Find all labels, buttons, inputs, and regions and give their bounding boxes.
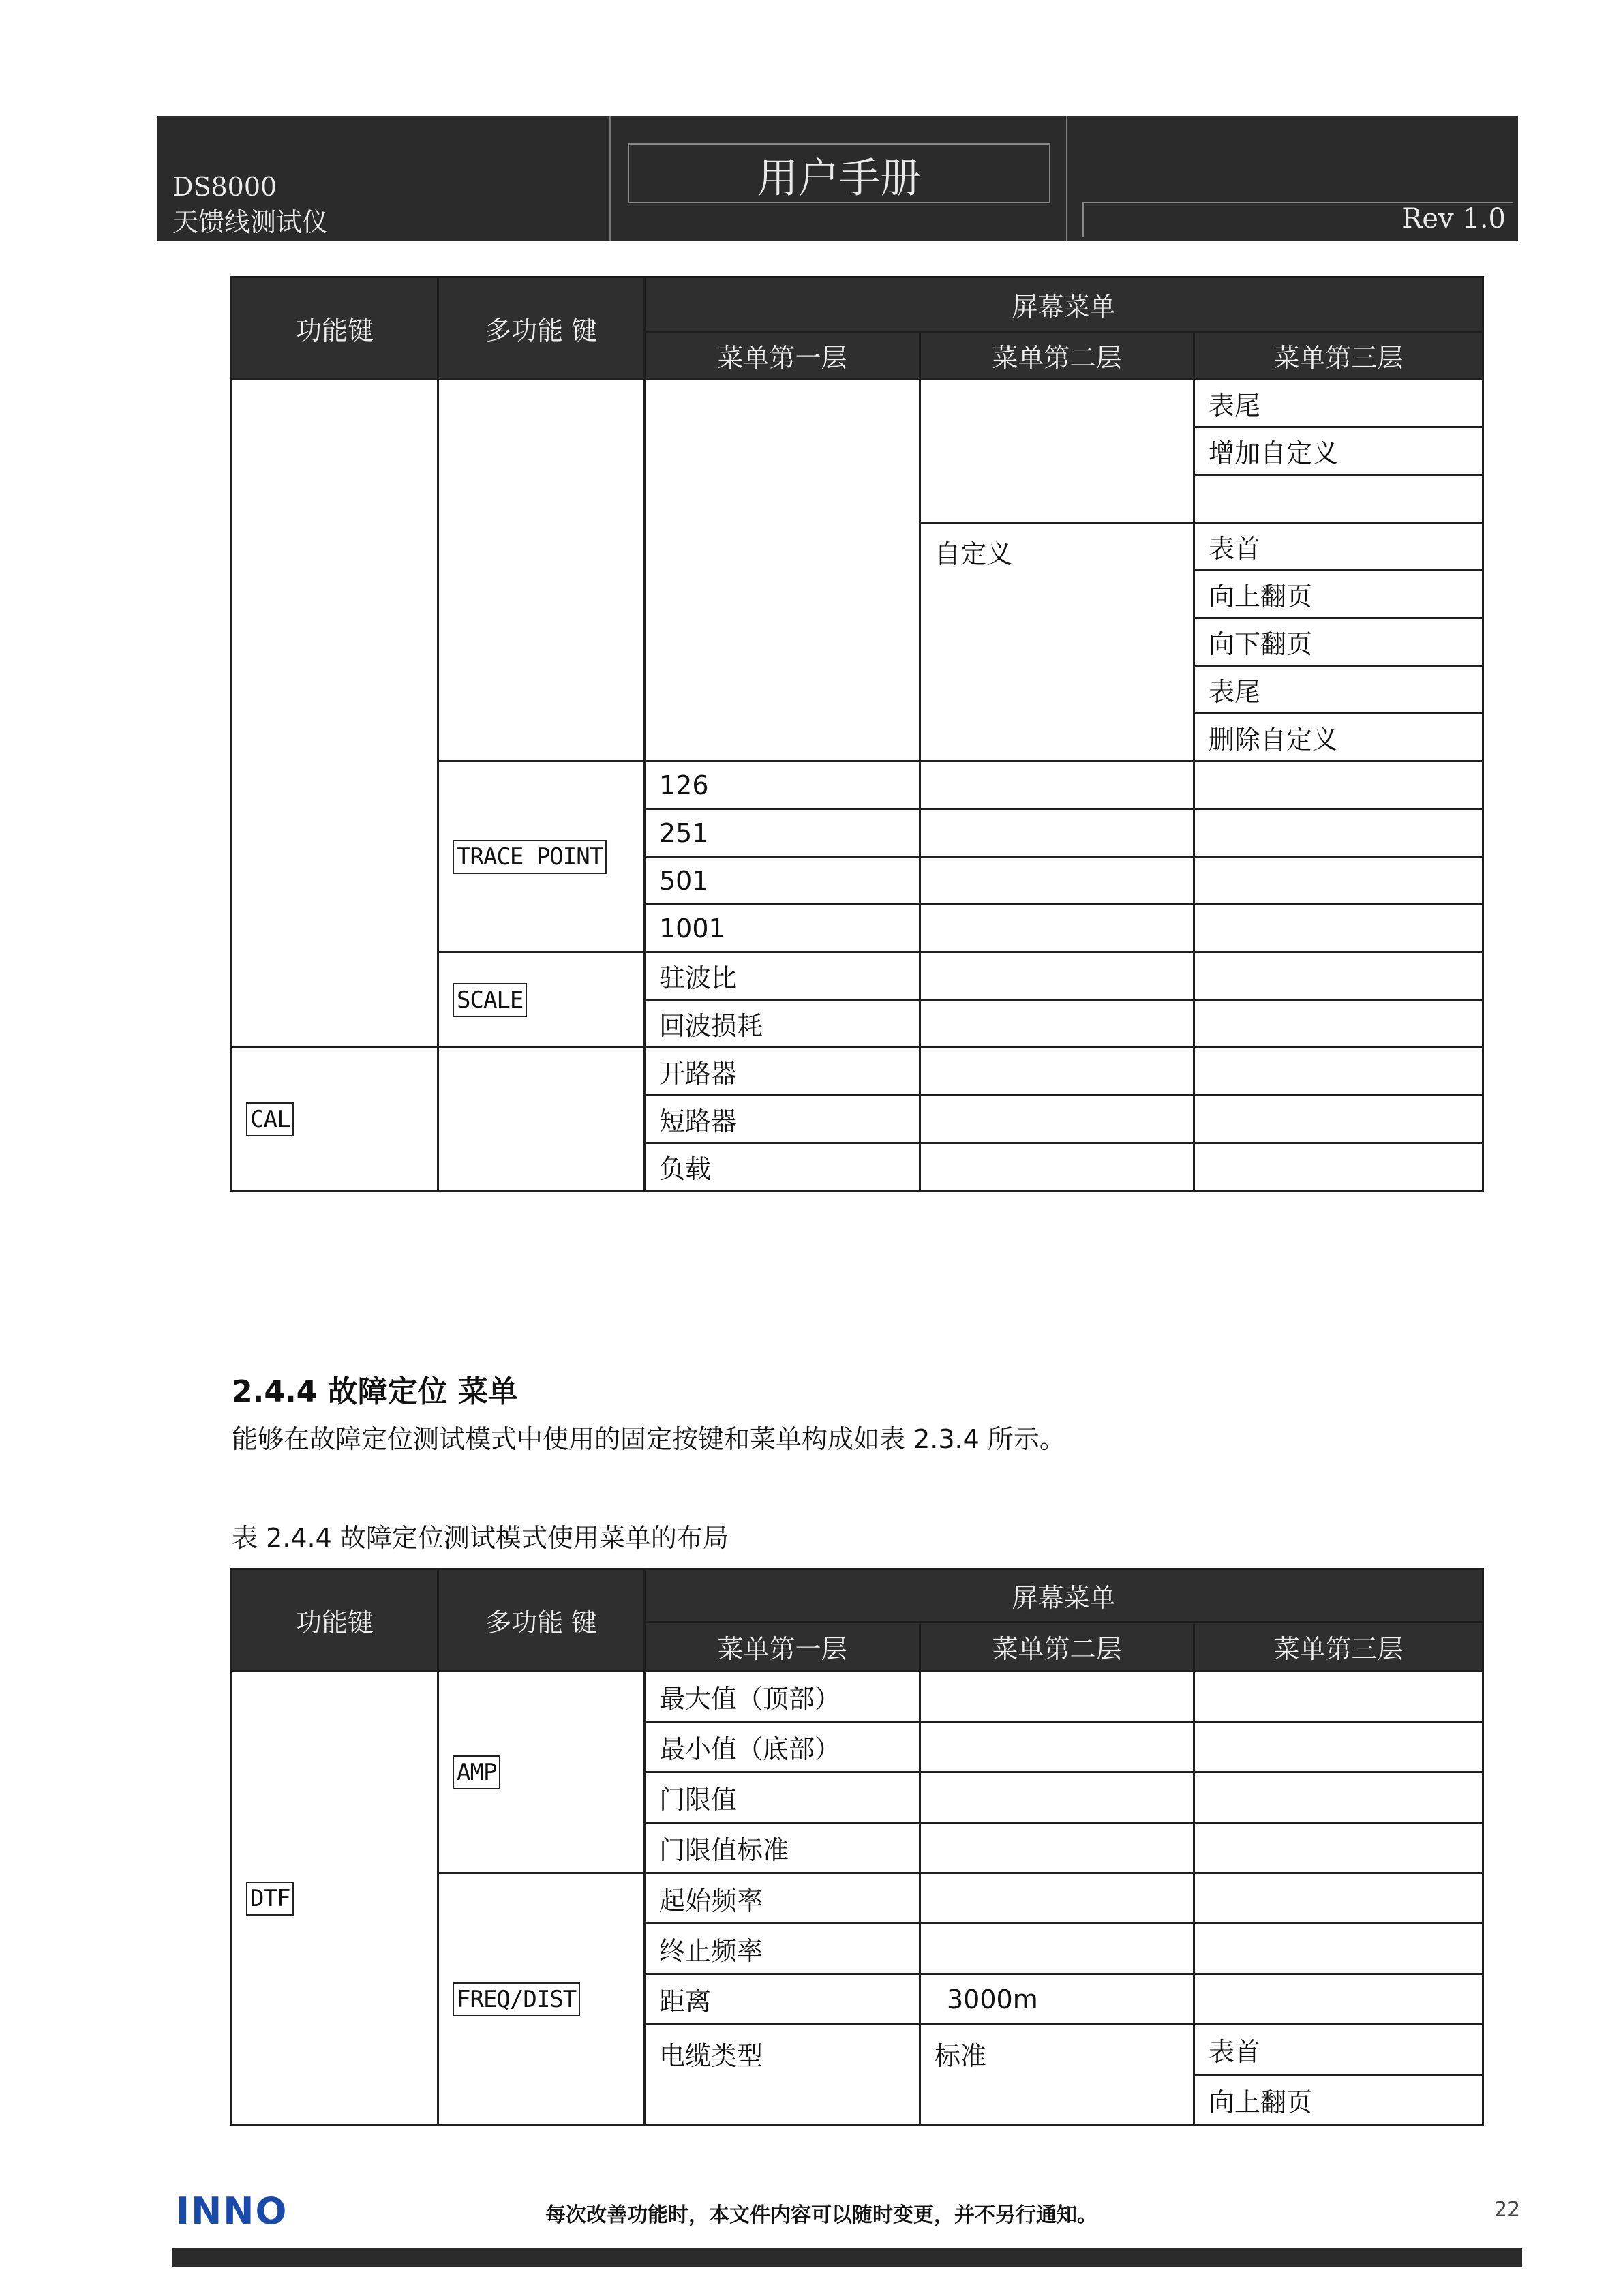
dtf-key: DTF: [246, 1882, 294, 1916]
trace-point-key-cell: [438, 761, 645, 952]
level1-item: 距离: [645, 1974, 920, 2025]
level2-cell: [920, 761, 1194, 809]
footer-notice: 每次改善功能时，本文件内容可以随时变更，并不另行通知。: [545, 2203, 1097, 2227]
level1-item: 负载: [645, 1143, 920, 1191]
level3-cell: [1194, 1000, 1483, 1048]
level2-cell: [920, 1048, 1194, 1096]
model-name: DS8000: [172, 172, 277, 202]
level3-item: [1194, 475, 1483, 523]
header-divider: [609, 116, 611, 241]
multi-key-cell: [438, 1048, 645, 1191]
level1-item: 501: [645, 857, 920, 905]
level1-item: 电缆类型: [645, 2025, 920, 2126]
scale-key: SCALE: [453, 983, 527, 1017]
level2-custom: 自定义: [920, 523, 1194, 761]
level2-cell: [920, 1672, 1194, 1722]
level3-cell: [1194, 1096, 1483, 1143]
footer-bar: [172, 2248, 1522, 2267]
header-multi-key: 多功能 键: [438, 1569, 645, 1672]
freq-dist-key: FREQ/DIST: [453, 1982, 580, 2016]
header-function-key: 功能键: [232, 277, 438, 380]
trace-point-key: TRACE POINT: [453, 840, 607, 874]
level3-cell: [1194, 857, 1483, 905]
level2-cell: [920, 857, 1194, 905]
level2-cell: [920, 1823, 1194, 1873]
level1-item: 回波损耗: [645, 1000, 920, 1048]
cal-key: CAL: [246, 1102, 294, 1136]
level1-item: 门限值: [645, 1772, 920, 1823]
dtf-key-cell: [232, 1672, 438, 2126]
level3-cell: [1194, 1924, 1483, 1974]
level2-cell: [920, 905, 1194, 952]
header-screen-menu: 屏幕菜单: [645, 1569, 1483, 1622]
multi-key-cell: [438, 380, 645, 761]
level3-cell: [1194, 1722, 1483, 1772]
level3-item: 表尾: [1194, 666, 1483, 714]
level1-item: 起始频率: [645, 1873, 920, 1924]
level1-cell: [645, 380, 920, 761]
level3-cell: [1194, 952, 1483, 1000]
level3-item: 向下翻页: [1194, 618, 1483, 666]
function-key-cell: [232, 380, 438, 1048]
level3-cell: [1194, 1772, 1483, 1823]
level3-cell: [1194, 1974, 1483, 2025]
level3-cell: [1194, 1048, 1483, 1096]
dtf-menu-table: [230, 1568, 1484, 2126]
level3-cell: [1194, 905, 1483, 952]
header-divider: [1066, 116, 1067, 241]
header-level-3: 菜单第三层: [1194, 1622, 1483, 1672]
distance-value: 3000m: [920, 1974, 1194, 2025]
level3-cell: [1194, 1873, 1483, 1924]
level1-item: 驻波比: [645, 952, 920, 1000]
level3-item: 表首: [1194, 523, 1483, 571]
header-level-1: 菜单第一层: [645, 332, 920, 380]
level1-item: 1001: [645, 905, 920, 952]
device-name: 天馈线测试仪: [172, 207, 329, 237]
section-heading: 2.4.4 故障定位 菜单: [232, 1374, 518, 1409]
level1-item: 126: [645, 761, 920, 809]
document-title: 用户手册: [757, 155, 921, 202]
level3-item: 增加自定义: [1194, 427, 1483, 475]
level2-cell: [920, 1772, 1194, 1823]
amp-key: AMP: [453, 1755, 500, 1789]
level3-item: 向上翻页: [1194, 571, 1483, 618]
section-paragraph: 能够在故障定位测试模式中使用的固定按键和菜单构成如表 2.3.4 所示。: [232, 1424, 1065, 1454]
level1-item: 门限值标准: [645, 1823, 920, 1873]
level3-item: 表尾: [1194, 380, 1483, 427]
header-function-key: 功能键: [232, 1569, 438, 1672]
level2-cell: [920, 1096, 1194, 1143]
level3-cell: [1194, 809, 1483, 857]
table-caption: 表 2.4.4 故障定位测试模式使用菜单的布局: [232, 1523, 729, 1553]
menu-table-continued: [230, 276, 1484, 1192]
header-level-2: 菜单第二层: [920, 332, 1194, 380]
revision-label: Rev 1.0: [1401, 203, 1506, 235]
level2-cell: [920, 809, 1194, 857]
cal-key-cell: [232, 1048, 438, 1191]
level2-cell: [920, 1000, 1194, 1048]
level2-cell: [920, 1722, 1194, 1772]
page-header: [157, 116, 1518, 241]
level1-item: 最大值（顶部）: [645, 1672, 920, 1722]
amp-key-cell: [438, 1672, 645, 1873]
scale-key-cell: [438, 952, 645, 1048]
level1-item: 短路器: [645, 1096, 920, 1143]
level1-item: 最小值（底部）: [645, 1722, 920, 1772]
company-logo: INNO: [176, 2190, 288, 2233]
level3-item: 表首: [1194, 2025, 1483, 2075]
level3-cell: [1194, 1143, 1483, 1191]
level3-cell: [1194, 1672, 1483, 1722]
header-multi-key: 多功能 键: [438, 277, 645, 380]
header-level-2: 菜单第二层: [920, 1622, 1194, 1672]
level2-cell: [920, 952, 1194, 1000]
level1-item: 251: [645, 809, 920, 857]
level1-item: 终止频率: [645, 1924, 920, 1974]
freq-dist-key-cell: [438, 1873, 645, 2126]
level3-item: 向上翻页: [1194, 2075, 1483, 2126]
page-number: 22: [1494, 2198, 1521, 2222]
level2-cell: [920, 380, 1194, 523]
level2-cell: [920, 1924, 1194, 1974]
level3-item: 删除自定义: [1194, 714, 1483, 761]
cable-type-value: 标准: [920, 2025, 1194, 2126]
level1-item: 开路器: [645, 1048, 920, 1096]
level2-cell: [920, 1143, 1194, 1191]
level3-cell: [1194, 761, 1483, 809]
header-level-3: 菜单第三层: [1194, 332, 1483, 380]
header-level-1: 菜单第一层: [645, 1622, 920, 1672]
level3-cell: [1194, 1823, 1483, 1873]
header-screen-menu: 屏幕菜单: [645, 277, 1483, 332]
header-left: [172, 169, 328, 240]
level2-cell: [920, 1873, 1194, 1924]
